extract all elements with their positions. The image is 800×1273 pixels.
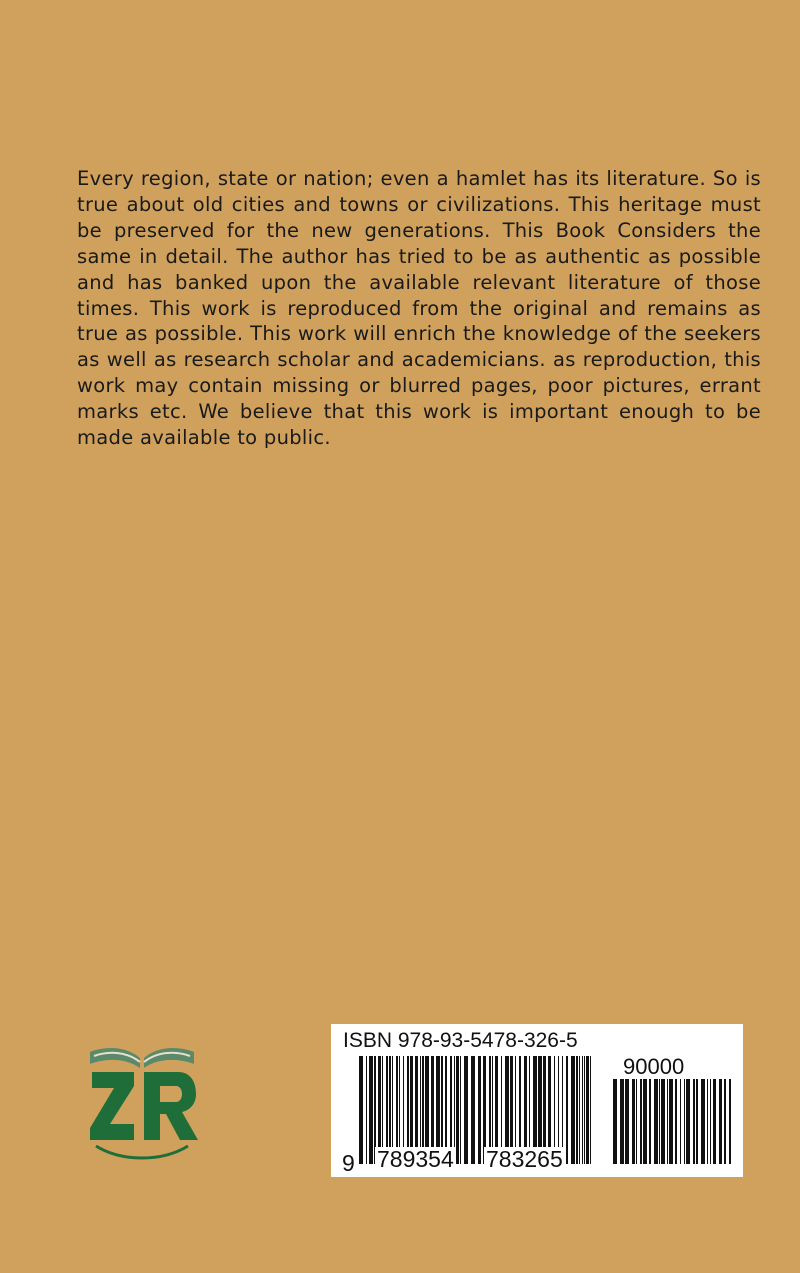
barcode-digit-first: 9 bbox=[342, 1150, 355, 1176]
price-code: 90000 bbox=[623, 1054, 685, 1079]
isbn-label: ISBN 978-93-5478-326-5 bbox=[343, 1029, 578, 1052]
isbn-barcode bbox=[331, 1024, 743, 1177]
barcode-digits-left: 789354 bbox=[377, 1146, 454, 1172]
back-cover-blurb: Every region, state or nation; even a hamlet has its literature. So is true about old cities and towns or civilizations. This heritage must be preserved for the new generations. This Book Considers the same in detail. The author has tried to be as authentic as possible and has banked upon the available relevant literature of those times. This work is reproduced from the original and remains as true as possible. This work will enrich the knowledge of the seekers as well as research scholar and academicians. as reproduction, this work may contain missing or blurred pages, poor pictures, errant marks etc. We believe that this work is important enough to be made available to public. bbox=[77, 167, 761, 450]
barcode-digits-right: 783265 bbox=[486, 1146, 563, 1172]
publisher-logo-icon bbox=[82, 1036, 202, 1166]
